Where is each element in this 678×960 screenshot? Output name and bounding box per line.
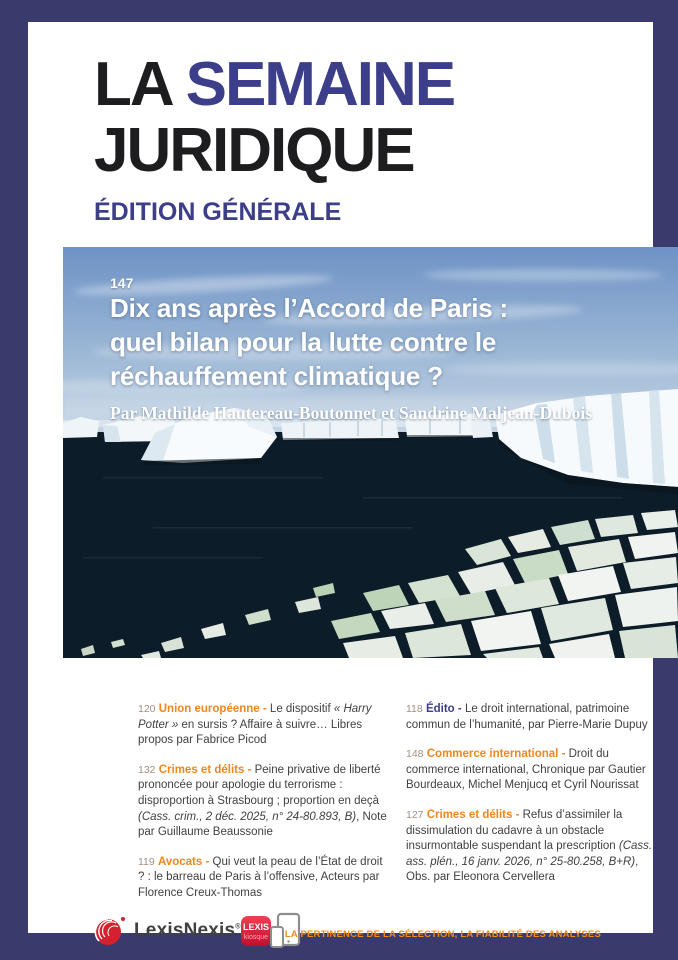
- toc-item-text: en sursis ? Affaire à suivre… Libres propos par Fabrice Picod: [138, 718, 363, 747]
- toc-item-italic: « Harry Potter »: [138, 703, 372, 731]
- journal-title-line2: JURIDIQUE: [94, 116, 414, 185]
- toc-item: [406, 747, 658, 794]
- toc-left-column: [138, 702, 390, 916]
- toc-item-text: , Obs. par Eleonora Cervellera: [406, 855, 639, 884]
- kiosque-label-bottom: kiosque: [243, 934, 269, 941]
- headline-line1: Dix ans après l’Accord de Paris :: [110, 293, 509, 323]
- toc-item-number: 132: [138, 763, 156, 776]
- edition-subtitle: ÉDITION GÉNÉRALE: [94, 198, 342, 226]
- cover-story-headline: [110, 291, 592, 393]
- lexisnexis-logo: [92, 913, 241, 949]
- toc-item-italic: (Cass. ass. plén., 16 janv. 2026, n° 25-80.258, B+R): [406, 840, 653, 868]
- toc-item-text: , Note par Guillaume Beaussonie: [138, 810, 387, 839]
- title-la: LA: [94, 50, 171, 119]
- journal-title-line1: [94, 52, 454, 118]
- phone-icon: [271, 927, 283, 947]
- toc-item: [406, 808, 658, 886]
- toc-item-category: Union européenne -: [158, 703, 267, 715]
- lexisnexis-wordmark: LexisNexis®: [134, 920, 241, 941]
- toc-item-category: Avocats -: [157, 855, 210, 868]
- toc-item-text: Le droit international, patrimoine commun de l’humanité, par Pierre-Marie Dupuy: [406, 703, 648, 731]
- toc-item-category: Crimes et délits -: [426, 808, 520, 821]
- toc-item: [138, 702, 390, 749]
- toc-item-number: 119: [138, 855, 155, 868]
- toc-item-text: Le dispositif: [269, 703, 334, 715]
- toc-item-category: Édito -: [425, 703, 462, 715]
- toc-item: [406, 702, 658, 733]
- toc-item-number: 118: [406, 703, 423, 715]
- cover-photo: [63, 247, 678, 658]
- masthead: [94, 52, 454, 184]
- toc-item-text: Qui veut la peau de l’État de droit ? : le barreau de Paris à l’offensive, Acteurs par Florence Creux-Thomas: [138, 855, 383, 899]
- title-semaine: SEMAINE: [185, 50, 455, 119]
- toc-item-italic: (Cass. crim., 2 déc. 2025, n° 24-80.893, B): [138, 810, 357, 823]
- lexisnexis-burst-icon: [92, 913, 128, 949]
- headline-line2: quel bilan pour la lutte contre le: [110, 327, 497, 357]
- toc-item-category: Crimes et délits -: [158, 763, 252, 776]
- cover-story-block: [110, 275, 592, 424]
- cover-story-page-number: 147: [110, 275, 134, 291]
- toc-item-text: Peine privative de liberté prononcée pour apologie du terrorisme : disproportion à Strasbourg ; proportion en deçà: [138, 763, 381, 807]
- cover-story-byline: Par Mathilde Hautereau-Boutonnet et Sandrine Maljean-Dubois: [110, 403, 593, 423]
- toc-item-text: Droit du commerce international, Chronique par Gautier Bourdeaux, Michel Menjucq et Cyril Nourissat: [406, 748, 646, 792]
- toc-item-category: Commerce international -: [426, 748, 566, 761]
- toc-item-number: 148: [406, 748, 424, 761]
- toc-item-text: Refus d’assimiler la dissimulation du cadavre à un obstacle insurmontable suspendant la prescription: [406, 808, 623, 853]
- toc-item: [138, 855, 390, 902]
- toc-item-number: 127: [406, 808, 424, 821]
- toc-right-column: [406, 702, 658, 900]
- toc-item-number: 120: [138, 703, 156, 715]
- headline-line3: réchauffement climatique ?: [110, 361, 443, 391]
- toc-item: [138, 763, 390, 841]
- registered-mark: ®: [235, 923, 241, 931]
- kiosque-label-top: LEXIS: [242, 922, 270, 932]
- brand-tagline: LA PERTINENCE DE LA SÉLECTION, LA FIABILITÉ DES ANALYSES: [284, 929, 601, 940]
